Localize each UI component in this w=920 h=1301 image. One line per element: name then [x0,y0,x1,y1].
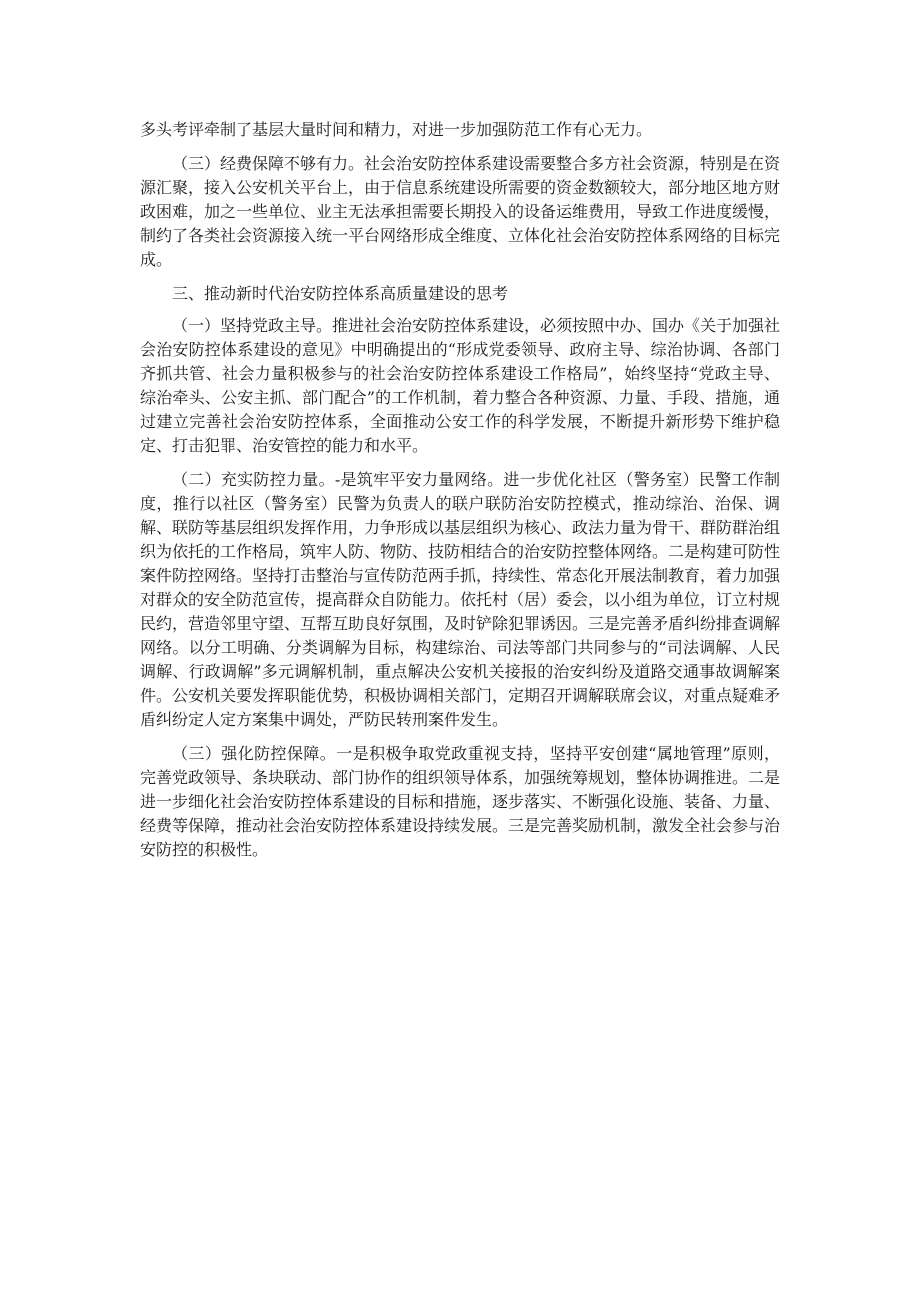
paragraph-funding-guarantee: （三）经费保障不够有力。社会治安防控体系建设需要整合多方社会资源，特别是在资源汇聚，接入公安机关平台上，由于信息系统建设所需要的资金数额较大，部分地区地方财政困难，加之一些单位、业主无法承担需要长期投入的设备运维费用，导致工作进度缓慢，制约了各类社会资源接入统一平台网络形成全维度、立体化社会治安防控体系网络的目标完成。 [140,154,781,269]
paragraph-prevention-guarantee: （三）强化防控保障。一是积极争取党政重视支持，坚持平安创建“属地管理”原则，完善党政领导、条块联动、部门协作的组织领导体系，加强统筹规划，整体协调推进。二是进一步细化社会治安防控体系建设的目标和措施，逐步落实、不断强化设施、装备、力量、经费等保障，推动社会治安防控体系建设持续发展。三是完善奖励机制，激发全社会参与治安防控的积极性。 [140,744,781,859]
document-page [140,118,780,872]
section-heading: 三、推动新时代治安防控体系高质量建设的思考 [172,284,509,303]
paragraph-party-leadership: （一）坚持党政主导。推进社会治安防控体系建设，必须按照中办、国办《关于加强社会治安防控体系建设的意见》中明确提出的“形成党委领导、政府主导、综治协调、各部门齐抓共管、社会力量积极参与的社会治安防控体系建设工作格局”，始终坚持“党政主导、综治牵头、公安主抓、部门配合”的工作机制，着力整合各种资源、力量、手段、措施，通过建立完善社会治安防控体系，全面推动公安工作的科学发展，不断提升新形势下维护稳定、打击犯罪、治安管控的能力和水平。 [140,316,781,455]
paragraph-continuation: 多头考评牵制了基层大量时间和精力，对进一步加强防范工作有心无力。 [140,120,653,139]
paragraph-prevention-force: （二）充实防控力量。-是筑牢平安力量网络。进一步优化社区（警务室）民警工作制度，推行以社区（警务室）民警为负责人的联户联防治安防控模式，推动综治、治保、调解、联防等基层组织发挥作用，力争形成以基层组织为核心、政法力量为骨干、群防群治组织为依托的工作格局，筑牢人防、物防、技防相结合的治安防控整体网络。二是构建可防性案件防控网络。坚持打击整治与宣传防范两手抓，持续性、常态化开展法制教育，着力加强对群众的安全防范宣传，提高群众自防能力。依托村（居）委会，以小组为单位，订立村规民约，营造邻里守望、互帮互助良好氛围，及时铲除犯罪诱因。三是完善矛盾纠纷排查调解网络。以分工明确、分类调解为目标，构建综治、司法等部门共同参与的“司法调解、人民调解、行政调解”多元调解机制，重点解决公安机关接报的治安纠纷及道路交通事故调解案件。公安机关要发挥职能优势，积极协调相关部门，定期召开调解联席会议，对重点疑难矛盾纠纷定人定方案集中调处，严防民转刑案件发生。 [140,470,781,729]
